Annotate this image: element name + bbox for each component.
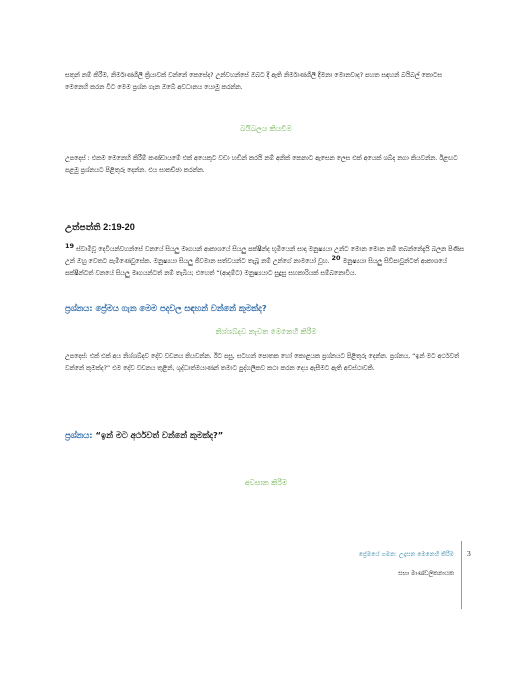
question-text: “ඉන් මට අර්ථවත් වන්නේ කුමක්ද?” [95,430,224,440]
question-love [65,303,267,314]
instruction-silent: උපදෙස්: එක් එක් අය නිශ්ශබ්දව දේව වචනය කියවන්න. ඊට පසු, සටහන් පොතක හෝ කොළයක ප්‍රශ්නයට පිළිතුරු දෙන්න. ප්‍රශ්නය, “ඉන් මට අර්ථවත් වන්නේ කුමක්ද?” එම දේව වචනය තුළින්, ශුද්ධාත්මයාණන් තමාට පුද්ගලිකව කථා කරන දෙය ඇසීමට ඇති අවස්ථාවකි. [65,353,460,372]
section-heading-bible-reading: බයිබලය කියවීම [240,124,292,133]
section-heading-silent-meditation: නිශ්ශබ්දව නැවත මෙනෙහි කිරීම [215,327,317,336]
scripture-passage [65,241,467,280]
verse-number-19: 19 [65,241,75,250]
page-number: 3 [467,549,471,558]
footer-divider [461,541,462,609]
question-meaning [65,430,223,441]
instruction-reading: උපදෙස් : එකම මෙනෙහි කිරීම් කණ්ඩායමේ එක් අයෙකුට වඩා හඬින් කරයි නම් අනික් කෙනාට ඇසෙන ලෙස එක් අයෙක් ශබ්ද නගා කියවන්න. ඊළඟට පළමු ප්‍රශ්නයට පිළිතුරු දෙන්න. එය සාකච්ඡා කරන්න. [65,155,458,174]
section-heading-closing: අවසාන කිරීම [244,478,288,487]
footer-title: ප්‍රේමයේ ගමන: උදෑසන මෙනෙහි කිරීම [358,551,454,558]
verse-20-text: මනුෂ්‍යයා සියලු සිව්පාවුන්ටත් ආකාශයේ පක්ෂීන්ටත් වනයේ සියලු මෘගයන්ටත් නම් තැබීය; එහෙත් “(ආදම්ට) මනුෂ්‍යයාට සුදුසු සහකාරියක් සම්බනොවිය. [65,258,448,277]
verse-19-text: ස්වාමිවූ දෙවියන්වහන්සේ වනයේ සියලු මෘගයන් ආකාශයේ සියලු පක්ෂීන්ද භූමියෙන් සාදා මනුෂ්‍යයා උන්ට මොන මොන නම් තබන්නේදැයි බලන පිණිස උන් ඔහු වෙතට පැමිණෙවුසේක. මනුෂ්‍යයා සියලු ජීවමාන සත්වයන්ට තැබූ නම් උන්ගේ නාමයෝ වූහ. [65,246,464,265]
question-label: ප්‍රශ්නය: [65,430,93,440]
question-label: ප්‍රශ්නය: [65,303,93,313]
question-text: ප්‍රේමය ගැන මෙම පදවල සඳහන් වන්නේ කුමක්ද? [95,303,267,313]
verse-number-20: 20 [331,253,341,262]
scripture-reference: උත්පත්ති 2:19-20 [65,222,135,232]
footer-subtitle: සභා මාණ්ඩලිකනායක [398,570,454,577]
intro-paragraph: සතුන් නම් කිරීම, නිර්මාණශීලී ක්‍රියාවක් වන්නේ කෙසේද? උන්වහන්සේ ඔබට දී ඇති නිර්මාණශීලී දීමනා මොනවාද? පහත සඳහන් බයිබල් කොටස මෙනෙහි කරන විට මෙම ප්‍රශ්න ගැන ඔබේ අවධානය යොමු කරන්න. [65,72,443,91]
